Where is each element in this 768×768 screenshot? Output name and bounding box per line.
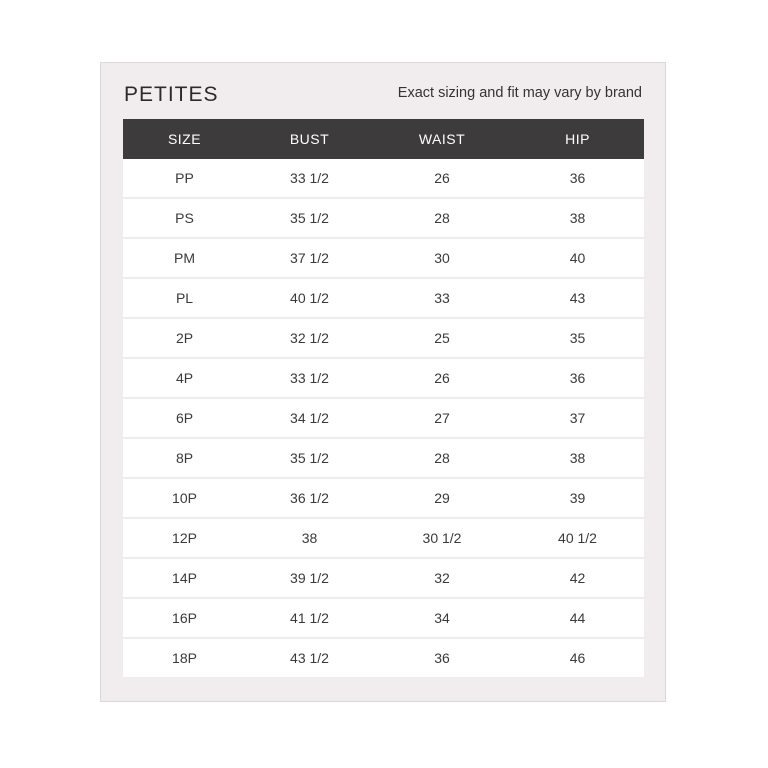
cell-waist: 30	[373, 238, 511, 278]
cell-hip: 38	[511, 438, 644, 478]
table-row	[123, 238, 644, 278]
header-size: SIZE	[123, 119, 246, 159]
cell-size: 16P	[123, 598, 246, 638]
table-row	[123, 638, 644, 677]
cell-waist: 36	[373, 638, 511, 677]
cell-size: PS	[123, 198, 246, 238]
chart-title: PETITES	[124, 83, 219, 106]
fit-note: Exact sizing and fit may vary by brand	[397, 85, 642, 101]
table-row	[123, 398, 644, 438]
table-row	[123, 518, 644, 558]
cell-waist: 26	[373, 358, 511, 398]
cell-hip: 40	[511, 238, 644, 278]
cell-hip: 37	[511, 398, 644, 438]
cell-bust: 35 1/2	[246, 198, 373, 238]
cell-size: 18P	[123, 638, 246, 677]
cell-size: 2P	[123, 318, 246, 358]
cell-bust: 33 1/2	[246, 358, 373, 398]
cell-bust: 35 1/2	[246, 438, 373, 478]
table-row	[123, 278, 644, 318]
cell-hip: 43	[511, 278, 644, 318]
table-row	[123, 438, 644, 478]
table-header	[123, 119, 644, 159]
cell-hip: 36	[511, 159, 644, 198]
cell-hip: 35	[511, 318, 644, 358]
cell-waist: 29	[373, 478, 511, 518]
cell-hip: 42	[511, 558, 644, 598]
cell-bust: 34 1/2	[246, 398, 373, 438]
table-row	[123, 358, 644, 398]
cell-bust: 40 1/2	[246, 278, 373, 318]
cell-size: 6P	[123, 398, 246, 438]
header-waist: WAIST	[373, 119, 511, 159]
header-hip: HIP	[511, 119, 644, 159]
cell-hip: 40 1/2	[511, 518, 644, 558]
cell-waist: 28	[373, 438, 511, 478]
header-bust: BUST	[246, 119, 373, 159]
table-row	[123, 159, 644, 198]
table-row	[123, 318, 644, 358]
cell-waist: 28	[373, 198, 511, 238]
cell-bust: 37 1/2	[246, 238, 373, 278]
cell-size: 8P	[123, 438, 246, 478]
size-chart-card	[100, 62, 666, 702]
cell-size: PM	[123, 238, 246, 278]
cell-hip: 46	[511, 638, 644, 677]
cell-bust: 36 1/2	[246, 478, 373, 518]
cell-hip: 38	[511, 198, 644, 238]
cell-waist: 30 1/2	[373, 518, 511, 558]
cell-size: PL	[123, 278, 246, 318]
table-row	[123, 478, 644, 518]
table-row	[123, 598, 644, 638]
cell-bust: 41 1/2	[246, 598, 373, 638]
table-body	[123, 159, 644, 677]
cell-waist: 32	[373, 558, 511, 598]
size-table	[123, 119, 644, 677]
cell-bust: 33 1/2	[246, 159, 373, 198]
cell-bust: 43 1/2	[246, 638, 373, 677]
cell-size: 12P	[123, 518, 246, 558]
cell-waist: 27	[373, 398, 511, 438]
cell-size: 10P	[123, 478, 246, 518]
cell-waist: 34	[373, 598, 511, 638]
cell-hip: 39	[511, 478, 644, 518]
cell-size: 14P	[123, 558, 246, 598]
cell-waist: 26	[373, 159, 511, 198]
table-row	[123, 198, 644, 238]
cell-hip: 36	[511, 358, 644, 398]
cell-bust: 32 1/2	[246, 318, 373, 358]
cell-waist: 25	[373, 318, 511, 358]
cell-waist: 33	[373, 278, 511, 318]
cell-bust: 39 1/2	[246, 558, 373, 598]
cell-size: 4P	[123, 358, 246, 398]
cell-hip: 44	[511, 598, 644, 638]
cell-size: PP	[123, 159, 246, 198]
table-row	[123, 558, 644, 598]
cell-bust: 38	[246, 518, 373, 558]
